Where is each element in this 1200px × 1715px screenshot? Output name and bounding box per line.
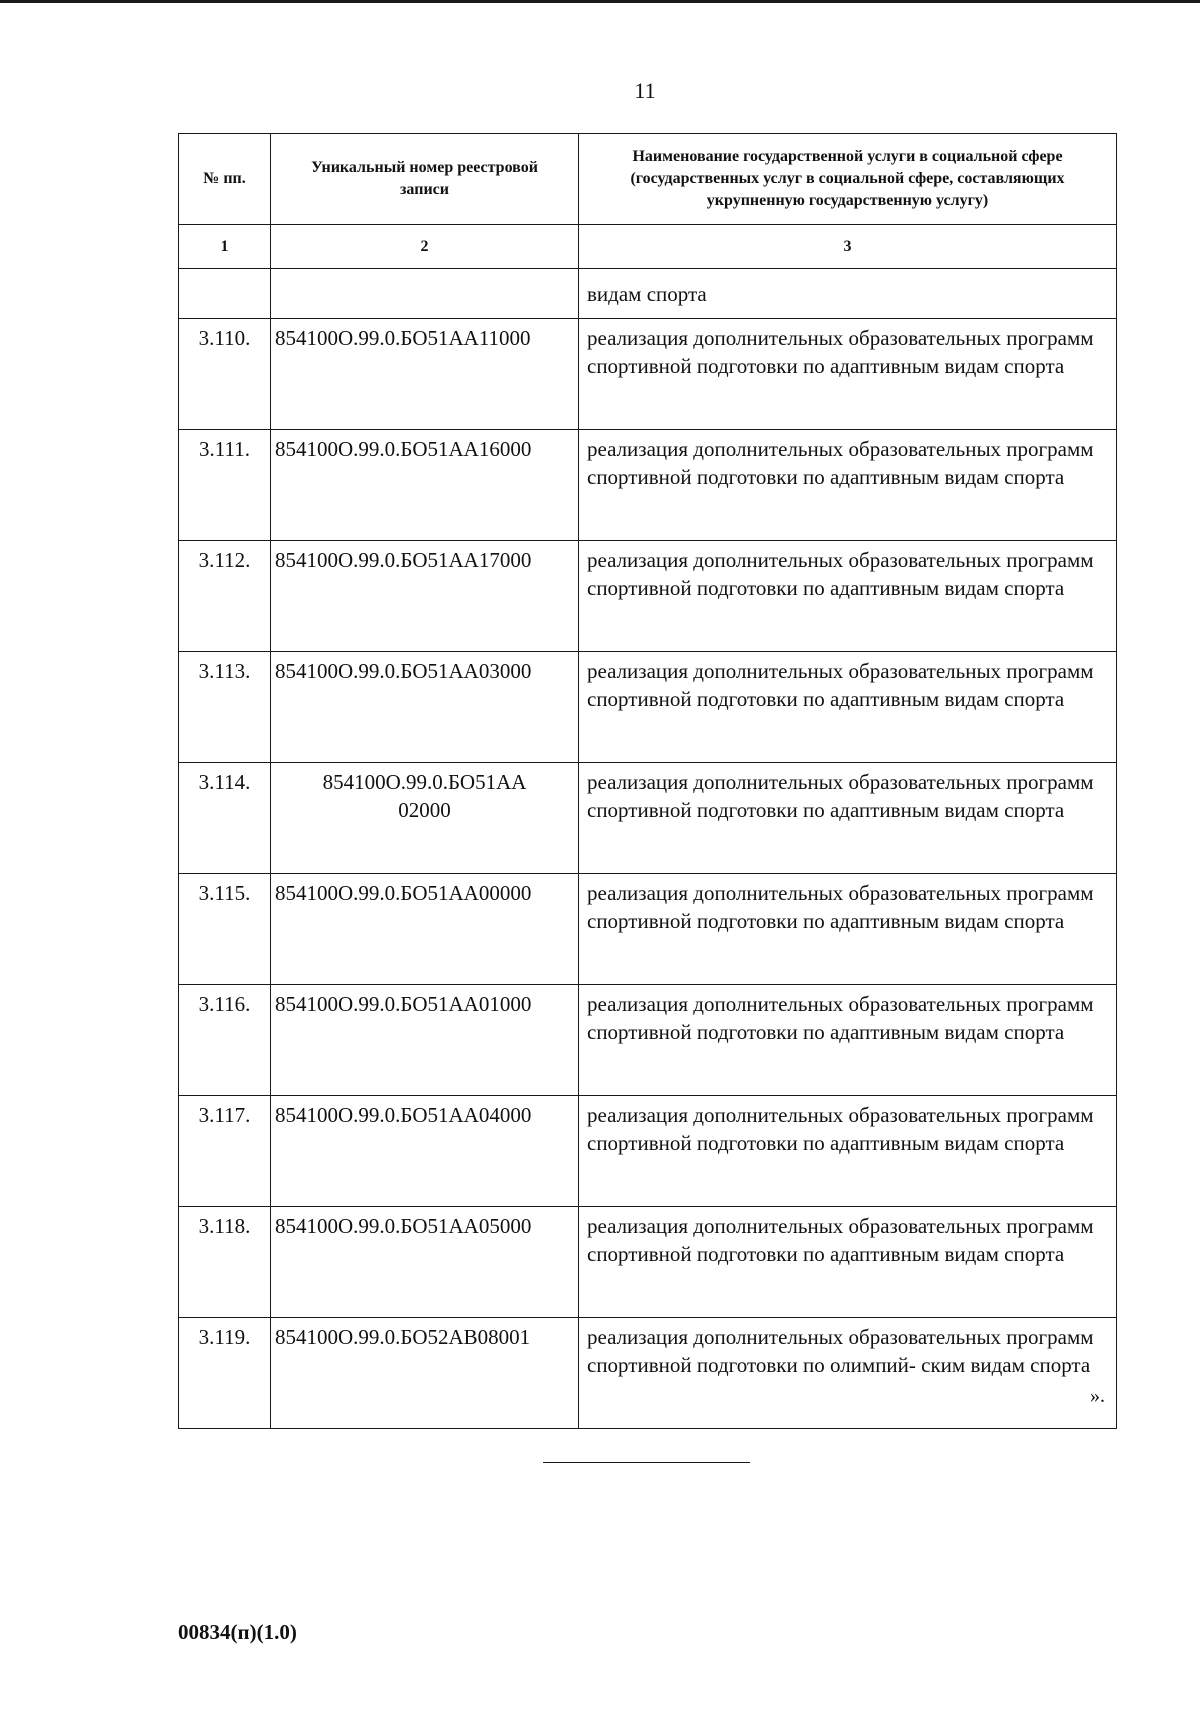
service-name: реализация дополнительных образовательных программ спортивной подготовки по адаптивным видам спорта [579, 652, 1117, 763]
registry-code: 854100О.99.0.БО51АА05000 [271, 1207, 579, 1318]
registry-code [271, 269, 579, 319]
table-row [179, 1207, 1117, 1318]
row-number: 3.118. [179, 1207, 271, 1318]
column-number-3: 3 [579, 225, 1117, 269]
row-number: 3.116. [179, 985, 271, 1096]
service-name: реализация дополнительных образовательных программ спортивной подготовки по адаптивным видам спорта [579, 874, 1117, 985]
row-number: 3.114. [179, 763, 271, 874]
service-name: реализация дополнительных образовательных программ спортивной подготовки по адаптивным видам спорта [579, 1207, 1117, 1318]
row-number: 3.110. [179, 319, 271, 430]
registry-code: 854100О.99.0.БО51АА03000 [271, 652, 579, 763]
column-number-1: 1 [179, 225, 271, 269]
service-name: реализация дополнительных образовательных программ спортивной подготовки по адаптивным видам спорта [579, 541, 1117, 652]
table-row [179, 874, 1117, 985]
table-row [179, 541, 1117, 652]
table-row [179, 319, 1117, 430]
registry-code: 854100О.99.0.БО52АВ08001 [271, 1318, 579, 1429]
service-name: реализация дополнительных образовательных программ спортивной подготовки по адаптивным видам спорта [579, 430, 1117, 541]
row-number: 3.119. [179, 1318, 271, 1429]
table-row [179, 763, 1117, 874]
document-code: 00834(п)(1.0) [178, 1620, 297, 1644]
registry-code: 854100О.99.0.БО51АА16000 [271, 430, 579, 541]
row-number [179, 269, 271, 319]
registry-code: 854100О.99.0.БО51АА 02000 [271, 763, 579, 874]
header-registry-number: Уникальный номер реестровой записи [271, 134, 579, 225]
service-name: видам спорта [579, 269, 1117, 319]
row-number: 3.112. [179, 541, 271, 652]
column-number-2: 2 [271, 225, 579, 269]
table-row [179, 652, 1117, 763]
service-name: реализация дополнительных образовательных программ спортивной подготовки по адаптивным видам спорта [579, 985, 1117, 1096]
registry-code: 854100О.99.0.БО51АА00000 [271, 874, 579, 985]
registry-code: 854100О.99.0.БО51АА11000 [271, 319, 579, 430]
row-number: 3.113. [179, 652, 271, 763]
service-name: реализация дополнительных образовательных программ спортивной подготовки по адаптивным видам спорта [579, 763, 1117, 874]
registry-code: 854100О.99.0.БО51АА04000 [271, 1096, 579, 1207]
row-number: 3.115. [179, 874, 271, 985]
footnote-separator-line [543, 1462, 750, 1463]
closing-quote-mark: ». [1090, 1385, 1105, 1407]
continuation-row [179, 269, 1117, 319]
service-name: реализация дополнительных образовательных программ спортивной подготовки по олимпий- ским видам спорта [579, 1318, 1117, 1429]
registry-code: 854100О.99.0.БО51АА01000 [271, 985, 579, 1096]
table-row [179, 430, 1117, 541]
table-row [179, 1096, 1117, 1207]
service-name: реализация дополнительных образовательных программ спортивной подготовки по адаптивным видам спорта [579, 319, 1117, 430]
column-number-row [179, 225, 1117, 269]
row-number: 3.117. [179, 1096, 271, 1207]
page-number: 11 [634, 78, 656, 103]
table-row [179, 1318, 1117, 1429]
top-border-line [0, 0, 1200, 3]
table-row [179, 985, 1117, 1096]
registry-table [178, 133, 1117, 1429]
registry-code: 854100О.99.0.БО51АА17000 [271, 541, 579, 652]
table-header-row [179, 134, 1117, 225]
row-number: 3.111. [179, 430, 271, 541]
header-service-name: Наименование государственной услуги в социальной сфере (государственных услуг в социальной сфере, составляющих укрупненную государственную услугу) [579, 134, 1117, 225]
header-number: № пп. [179, 134, 271, 225]
service-name: реализация дополнительных образовательных программ спортивной подготовки по адаптивным видам спорта [579, 1096, 1117, 1207]
